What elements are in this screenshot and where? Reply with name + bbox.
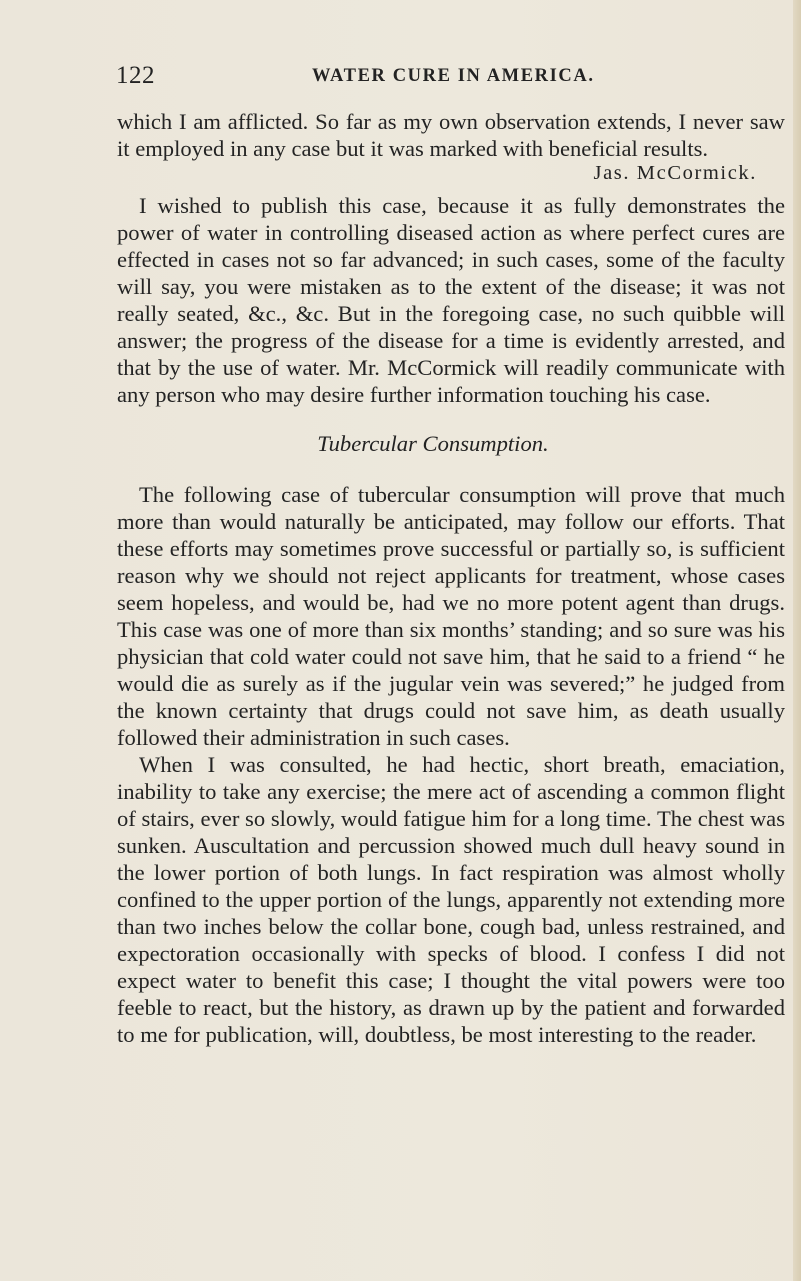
paragraph-3: The following case of tubercular consumption will prove that much more than would naturally be anticipated, may follow our efforts. That these efforts may sometimes prove successful or partially so, is sufficient reason why we should not reject applicants for treatment, whose cases seem hopeless, and would be, had we no more potent agent than drugs. This case was one of more than six months’ standing; and so sure was his physician that cold water could not save him, that he said to a friend “ he would die as surely as if the jugular vein was severed;” he judged from the known certainty that drugs could not save him, as death usually followed their administration in such cases. [117, 482, 785, 750]
section-heading: Tubercular Consumption. [317, 431, 549, 456]
paragraph-2: I wished to publish this case, because it as fully demonstrates the power of water in controlling diseased action as where perfect cures are effected in cases not so far advanced; in such cases, some of the faculty will say, you were mistaken as to the extent of the disease; it was not really seated, &c., &c. But in the foregoing case, no such quibble will answer; the progress of the disease for a time is evidently arrested, and that by the use of water. Mr. McCormick will readily communicate with any person who may desire further information touching his case. [117, 193, 785, 407]
page-number: 122 [116, 62, 155, 89]
paragraph-1: which I am afflicted. So far as my own observation extends, I never saw it employed in any case but it was marked with beneficial results. [117, 109, 785, 161]
paragraph-4: When I was consulted, he had hectic, short breath, emaciation, inability to take any exercise; the mere act of ascending a common flight of stairs, ever so slowly, would fatigue him for a long time. The chest was sunken. Auscultation and percussion showed much dull heavy sound in the lower portion of both lungs. In fact respiration was almost wholly confined to the upper portion of the lungs, apparently not extending more than two inches below the collar bone, cough bad, unless restrained, and expectoration occasionally with specks of blood. I confess I did not expect water to benefit this case; I thought the vital powers were too feeble to react, but the history, as drawn up by the patient and forwarded to me for publication, will, doubtless, be most interesting to the reader. [117, 752, 785, 1047]
page-edge [793, 0, 801, 1281]
body-text [117, 108, 785, 1048]
signature: Jas. McCormick. [593, 162, 757, 184]
running-title: WATER CURE IN AMERICA. [312, 66, 595, 86]
running-head [116, 62, 716, 92]
